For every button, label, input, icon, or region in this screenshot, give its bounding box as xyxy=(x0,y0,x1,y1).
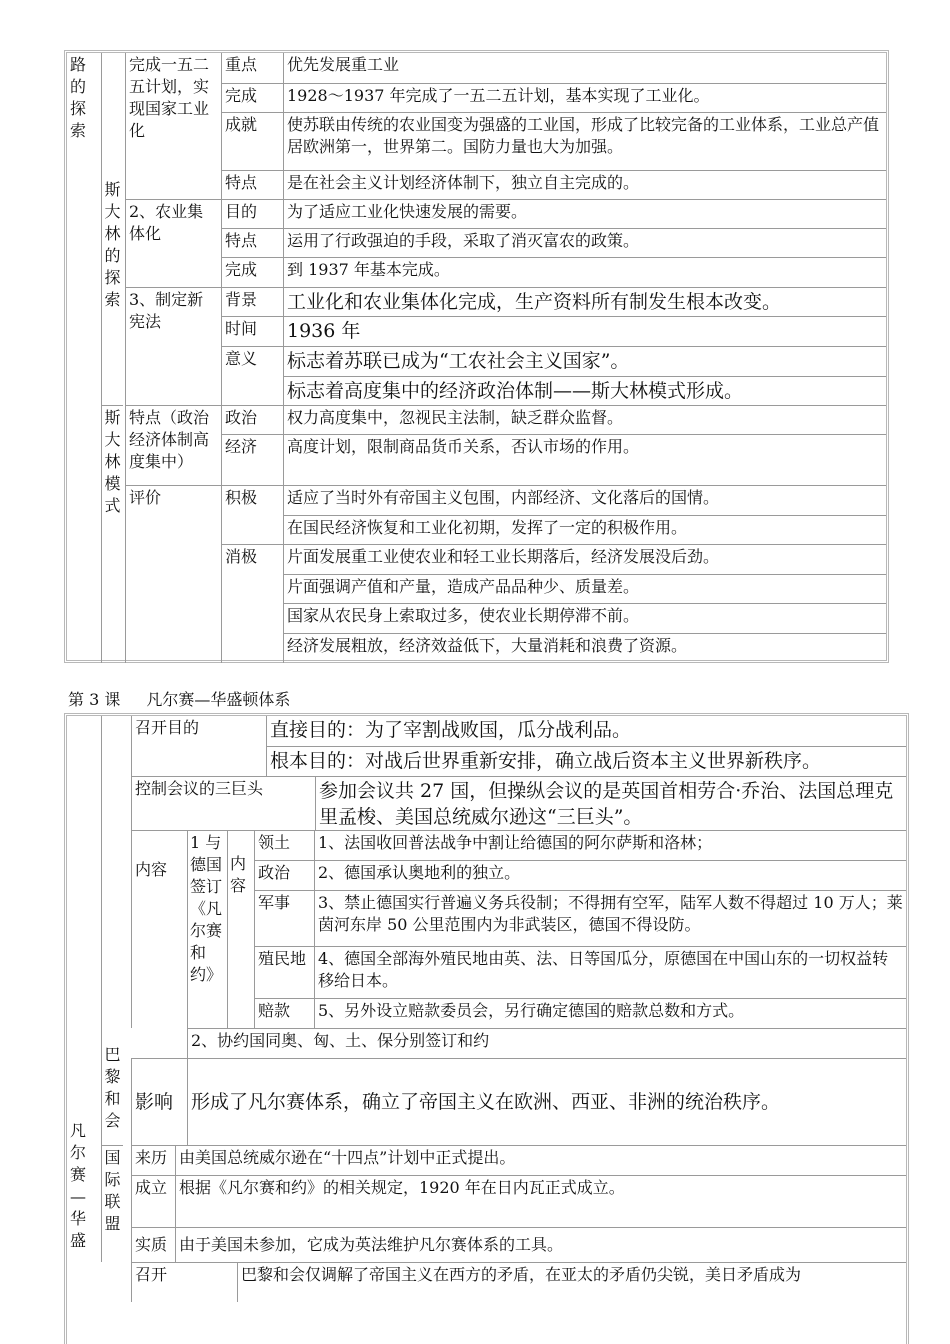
row-text: 1928～1937 年完成了一五二五计划，基本实现了工业化。 xyxy=(283,83,886,112)
row-text: 适应了当时外有帝国主义包围，内部经济、文化落后的国情。 xyxy=(283,485,886,515)
row-label: 意义 xyxy=(221,346,283,405)
row-text: 1、法国收回普法战争中割让给德国的阿尔萨斯和洛林； xyxy=(314,830,906,860)
row-label: 背景 xyxy=(221,287,283,316)
row-label: 政治 xyxy=(221,405,283,434)
row-text: 为了适应工业化快速发展的需要。 xyxy=(283,199,886,228)
row-text: 高度计划，限制商品货币关系，否认市场的作用。 xyxy=(283,434,886,485)
table-cell-collectivization-title: 2、农业集体化 xyxy=(125,199,221,287)
row-label: 实质 xyxy=(131,1227,175,1262)
row-label: 政治 xyxy=(254,860,314,890)
table-cell-model-features: 特点（政治经济体制高度集中） xyxy=(125,405,221,485)
row-text: 在国民经济恢复和工业化初期，发挥了一定的积极作用。 xyxy=(283,515,886,544)
row-label: 积极 xyxy=(221,485,283,544)
row-label: 特点 xyxy=(221,170,283,199)
row-label: 殖民地 xyxy=(254,946,314,998)
table-cell-constitution-title: 3、制定新宪法 xyxy=(125,287,221,405)
row-text: 片面强调产值和产量，造成产品品种少、质量差。 xyxy=(283,574,886,603)
row-label: 领土 xyxy=(254,830,314,860)
row-text: 形成了凡尔赛体系，确立了帝国主义在欧洲、西亚、非洲的统治秩序。 xyxy=(187,1058,906,1145)
row-text: 1936 年 xyxy=(283,316,886,346)
row-text: 参加会议共 27 国，但操纵会议的是英国首相劳合·乔治、法国总理克里孟梭、美国总统威尔逊这“三巨头”。 xyxy=(315,776,906,830)
row-label: 成立 xyxy=(131,1175,175,1227)
table-cell-industrialization-title: 完成一五二五计划，实现国家工业化 xyxy=(125,53,221,199)
row-label: 军事 xyxy=(254,890,314,946)
row-text: 到 1937 年基本完成。 xyxy=(283,257,886,287)
table-cell-stalin-exploration: 斯大林的探索 xyxy=(101,53,123,405)
row-text: 巴黎和会仅调解了帝国主义在西方的矛盾，在亚太的矛盾仍尖锐，美日矛盾成为 xyxy=(237,1262,906,1302)
row-text: 经济发展粗放，经济效益低下，大量消耗和浪费了资源。 xyxy=(283,633,886,663)
row-text: 2、德国承认奥地利的独立。 xyxy=(314,860,906,890)
table-cell-treaty-content: 内容 xyxy=(227,830,254,1028)
soviet-exploration-table xyxy=(64,50,889,663)
row-text: 由于美国未参加，它成为英法维护凡尔赛体系的工具。 xyxy=(175,1227,906,1262)
row-label: 目的 xyxy=(221,199,283,228)
row-text: 工业化和农业集体化完成，生产资料所有制发生根本改变。 xyxy=(283,287,886,316)
versailles-system-table xyxy=(64,713,909,1344)
row-label: 重点 xyxy=(221,53,283,83)
lesson-number: 第 3 课 xyxy=(68,690,121,709)
table-cell-convene-label: 召开 xyxy=(131,1262,237,1302)
row-text: 4、德国全部海外殖民地由英、法、日等国瓜分，原德国在中国山东的一切权益转移给日本。 xyxy=(314,946,906,998)
row-text: 使苏联由传统的农业国变为强盛的工业国，形成了比较完备的工业体系，工业总产值居欧洲第一，世界第二。国防力量也大为加强。 xyxy=(283,112,886,170)
row-text: 直接目的：为了宰割战败国，瓜分战利品。 xyxy=(266,716,906,746)
table-cell-impact-label: 影响 xyxy=(131,1058,187,1145)
row-label: 完成 xyxy=(221,257,283,287)
row-label: 赔款 xyxy=(254,998,314,1028)
row-label: 来历 xyxy=(131,1145,175,1175)
table-cell-paris-conference: 巴黎和会 xyxy=(101,716,123,1145)
row-text: 根本目的：对战后世界重新安排，确立战后资本主义世界新秩序。 xyxy=(266,746,906,776)
row-label: 经济 xyxy=(221,434,283,485)
row-text: 优先发展重工业 xyxy=(283,53,886,83)
row-text: 由美国总统威尔逊在“十四点”计划中正式提出。 xyxy=(175,1145,906,1175)
row-text: 权力高度集中，忽视民主法制，缺乏群众监督。 xyxy=(283,405,886,434)
table-cell-big-three-label: 控制会议的三巨头 xyxy=(131,776,315,830)
table-cell-path-exploration: 路的探索 xyxy=(69,55,86,140)
row-text: 是在社会主义计划经济体制下，独立自主完成的。 xyxy=(283,170,886,199)
lesson-title: 凡尔赛—华盛顿体系 xyxy=(146,690,291,709)
table-cell-versailles-washington: 凡尔赛—华盛 xyxy=(69,1121,86,1250)
table-cell-league-of-nations: 国际联盟 xyxy=(101,1145,123,1262)
table-cell-content-label: 内容 xyxy=(131,830,187,1028)
row-text: 国家从农民身上索取过多，使农业长期停滞不前。 xyxy=(283,603,886,633)
row-text: 标志着苏联已成为“工农社会主义国家”。 xyxy=(283,346,886,376)
row-text: 根据《凡尔赛和约》的相关规定，1920 年在日内瓦正式成立。 xyxy=(175,1175,906,1227)
table-cell-purpose-label: 召开目的 xyxy=(131,716,266,776)
lesson-heading xyxy=(68,689,316,711)
row-label: 消极 xyxy=(221,544,283,663)
row-text: 标志着高度集中的经济政治体制——斯大林模式形成。 xyxy=(283,376,886,405)
row-text: 2、协约国同奥、匈、土、保分别签订和约 xyxy=(187,1028,906,1058)
table-cell-treaty-label: 1 与德国签订《凡尔赛和约》 xyxy=(187,830,227,1028)
row-text: 5、另外设立赔款委员会，另行确定德国的赔款总数和方式。 xyxy=(314,998,906,1028)
row-label: 时间 xyxy=(221,316,283,346)
row-text: 3、禁止德国实行普遍义务兵役制；不得拥有空军，陆军人数不得超过 10 万人；莱茵河东岸 50 公里范围内为非武装区，德国不得设防。 xyxy=(314,890,906,946)
row-text: 片面发展重工业使农业和轻工业长期落后，经济发展没后劲。 xyxy=(283,544,886,574)
row-label: 特点 xyxy=(221,228,283,257)
row-text: 运用了行政强迫的手段，采取了消灭富农的政策。 xyxy=(283,228,886,257)
table-cell-evaluation: 评价 xyxy=(125,485,221,663)
row-label: 完成 xyxy=(221,83,283,112)
row-label: 成就 xyxy=(221,112,283,170)
table-cell-stalin-model: 斯大林模式 xyxy=(101,405,123,663)
